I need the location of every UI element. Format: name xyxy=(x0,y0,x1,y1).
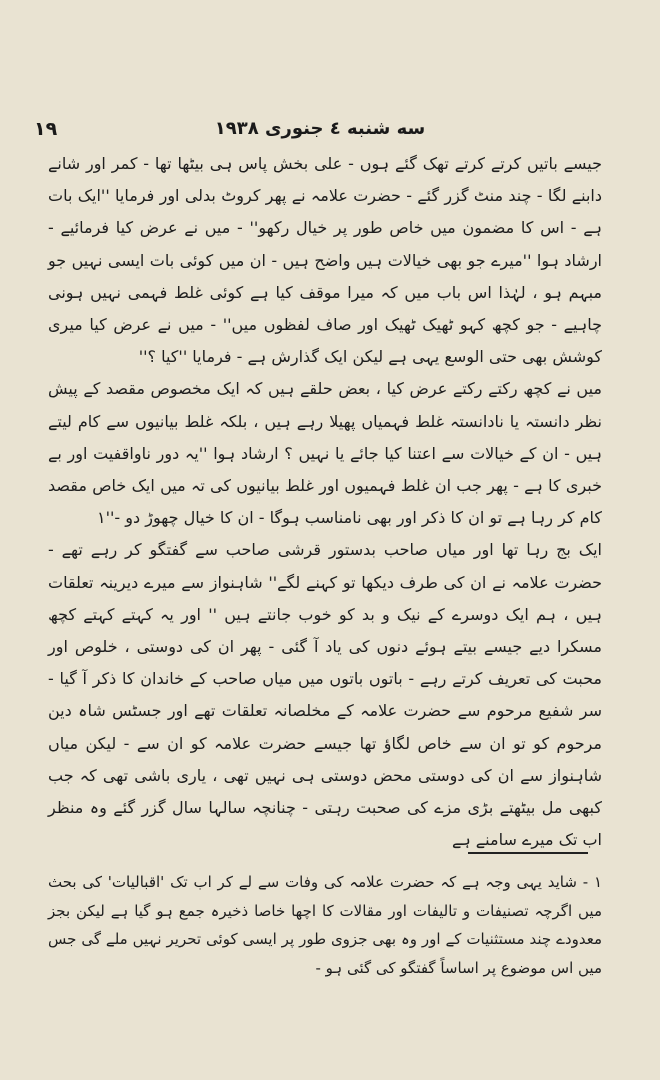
page-number: ۱۹ xyxy=(34,118,58,140)
footnote-text: ۱ - شاید یہی وجہ ہے کہ حضرت علامہ کی وفات سے لے کر اب تک 'اقبالیات' کی بحث میں اگرچہ تصنیفات و تالیفات اور مقالات کا اچھا خاصا ذخیرہ جمع ہو گیا ہے لیکن بجز معدودے چند مستثنیات کے اور وہ بھی جزوی طور پر ایسی کوئی تحریر نہیں ملے گی جس میں اس موضوع پر اساساً گفتگو کی گئی ہو - xyxy=(48,873,602,977)
paragraph: میں نے کچھ رکتے رکتے عرض کیا ، بعض حلقے ہیں کہ ایک مخصوص مقصد کے پیش نظر دانستہ یا نادانستہ غلط فہمیاں پھیلا رہے ہیں ، بلکہ غلط بیانیوں سے کام لیتے ہیں - ان کے خیالات سے اعتنا کیا جائے یا نہیں ؟ ارشاد ہوا ''یہ دور ناواقفیت اور بے خبری کا ہے - پھر جب ان غلط فہمیوں اور غلط بیانیوں کی تہ میں ایک خاص مقصد کام کر رہا ہے تو ان کا ذکر اور بھی نامناسب ہوگا - ان کا خیال چھوڑ دو -''۱ xyxy=(48,379,602,528)
footnote-divider xyxy=(468,852,588,854)
paragraph: جیسے باتیں کرتے کرتے تھک گئے ہوں - علی بخش پاس ہی بیٹھا تھا - کمر اور شانے دابنے لگا - چند منٹ گزر گئے - حضرت علامہ نے پھر کروٹ بدلی اور فرمایا ''ایک بات ہے - اس کا مضمون میں خاص طور پر خیال رکھو'' - میں نے عرض کیا فرمائیے - ارشاد ہوا ''میرے جو بھی خیالات ہیں واضح ہیں - ان میں کوئی بات ایسی نہیں جو مبہم ہو ، لہٰذا اس باب میں کہ میرا موقف کیا ہے کوئی غلط فہمی نہیں ہونی چاہیے - جو کچھ کہو ٹھیک ٹھیک اور صاف لفظوں میں'' - میں نے عرض کیا میری کوشش بھی حتی الوسع یہی ہے لیکن ایک گذارش ہے - فرمایا ''کیا ؟'' xyxy=(48,154,602,367)
footnote xyxy=(48,868,602,982)
body-text xyxy=(48,148,602,856)
page-header xyxy=(34,118,606,144)
running-head-date: سه شنبه ٤ جنوری ۱۹۳۸ xyxy=(214,118,426,139)
paragraph: ایک بج رہا تھا اور میاں صاحب بدستور قرشی صاحب سے گفتگو کر رہے تھے - حضرت علامہ نے ان کی طرف دیکھا تو کہنے لگے'' شاہنواز سے میرے دیرینہ تعلقات ہیں ، ہم ایک دوسرے کے نیک و بد کو خوب جانتے ہیں '' اور یہ کہتے کہتے کچھ مسکرا دیے جیسے بیتے ہوئے دنوں کی یاد آ گئی - پھر ان کی دوستی ، خلوص اور محبت کی تعریف کرتے رہے - باتوں باتوں میں میاں صاحب کے خاندان کا ذکر آ گیا - سر شفیع مرحوم سے حضرت علامہ کے مخلصانہ تعلقات تھے اور جسٹس شاہ دین مرحوم کو تو ان سے خاص لگاؤ تھا جیسے حضرت علامہ کو ان سے - لیکن میاں شاہنواز سے ان کی دوستی محض دوستی ہی نہیں تھی ، یاری باشی تھی کہ جب کبھی مل بیٹھتے بڑی مزے کی صحبت رہتی - چنانچہ سالہا سال گزر گئے وہ منظر اب تک میرے سامنے ہے xyxy=(48,540,602,850)
